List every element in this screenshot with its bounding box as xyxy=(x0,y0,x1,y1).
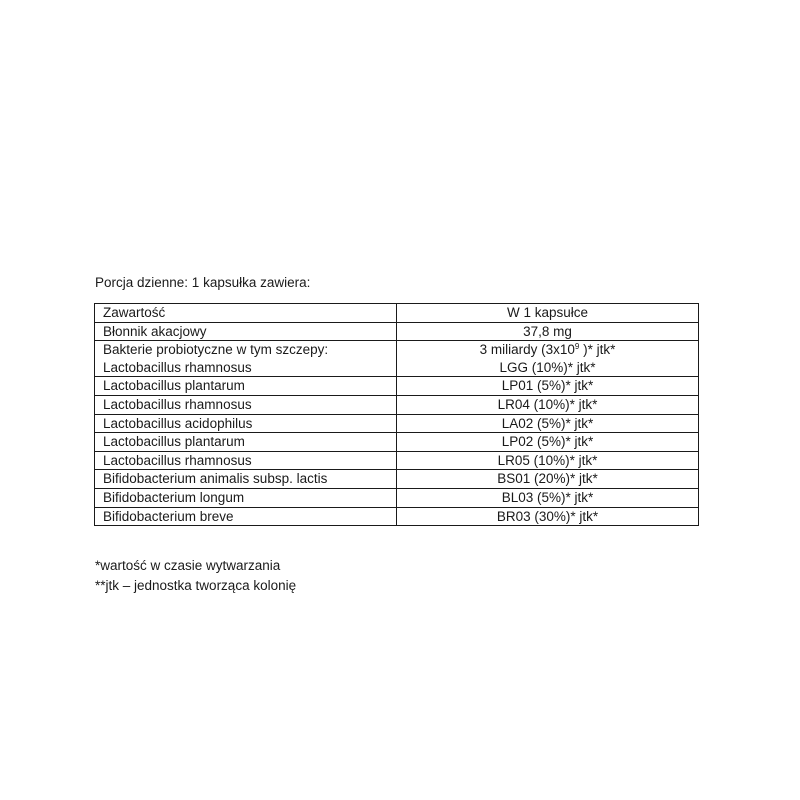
footnote-production: *wartość w czasie wytwarzania xyxy=(95,558,281,573)
first-strain-name: Lactobacillus rhamnosus xyxy=(103,359,252,375)
table-row xyxy=(95,414,699,433)
table-row xyxy=(95,395,699,414)
table-row xyxy=(95,433,699,452)
strain-value-cell: BR03 (30%)* jtk* xyxy=(397,507,699,526)
table-header-row xyxy=(95,304,699,323)
bacteria-total-value xyxy=(405,341,690,359)
strain-name-cell: Lactobacillus plantarum xyxy=(95,433,397,452)
bacteria-group-value-cell xyxy=(397,341,699,377)
bacteria-group-row xyxy=(95,341,699,377)
bacteria-group-label: Bakterie probiotyczne w tym szczepy: xyxy=(103,342,329,358)
strain-name-cell: Lactobacillus rhamnosus xyxy=(95,451,397,470)
row-name-cell: Błonnik akacjowy xyxy=(95,322,397,341)
table-row xyxy=(95,488,699,507)
footnote-cfu: **jtk – jednostka tworząca kolonię xyxy=(95,578,297,593)
table-row xyxy=(95,451,699,470)
table-row xyxy=(95,507,699,526)
strain-name-cell: Bifidobacterium longum xyxy=(95,488,397,507)
total-value-exponent: 9 xyxy=(574,342,580,352)
total-value-prefix: 3 miliardy (3x10 xyxy=(479,342,575,358)
row-value-cell: 37,8 mg xyxy=(397,322,699,341)
strain-name-cell: Bifidobacterium animalis subsp. lactis xyxy=(95,470,397,489)
header-value-cell: W 1 kapsułce xyxy=(397,304,699,323)
strain-value-cell: LA02 (5%)* jtk* xyxy=(397,414,699,433)
composition-table xyxy=(94,303,699,526)
first-strain-value: LGG (10%)* jtk* xyxy=(499,359,596,375)
table-row xyxy=(95,322,699,341)
strain-value-cell: BL03 (5%)* jtk* xyxy=(397,488,699,507)
header-name-cell: Zawartość xyxy=(95,304,397,323)
strain-name-cell: Lactobacillus rhamnosus xyxy=(95,395,397,414)
total-value-suffix: )* jtk* xyxy=(579,342,616,358)
strain-value-cell: LP01 (5%)* jtk* xyxy=(397,377,699,396)
strain-name-cell: Lactobacillus plantarum xyxy=(95,377,397,396)
table-row xyxy=(95,470,699,489)
strain-value-cell: LR05 (10%)* jtk* xyxy=(397,451,699,470)
bacteria-group-name-cell xyxy=(95,341,397,377)
strain-name-cell: Bifidobacterium breve xyxy=(95,507,397,526)
strain-name-cell: Lactobacillus acidophilus xyxy=(95,414,397,433)
intro-text: Porcja dzienne: 1 kapsułka zawiera: xyxy=(95,275,311,290)
strain-value-cell: BS01 (20%)* jtk* xyxy=(397,470,699,489)
strain-value-cell: LR04 (10%)* jtk* xyxy=(397,395,699,414)
footnotes xyxy=(95,556,296,596)
strain-value-cell: LP02 (5%)* jtk* xyxy=(397,433,699,452)
table-row xyxy=(95,377,699,396)
